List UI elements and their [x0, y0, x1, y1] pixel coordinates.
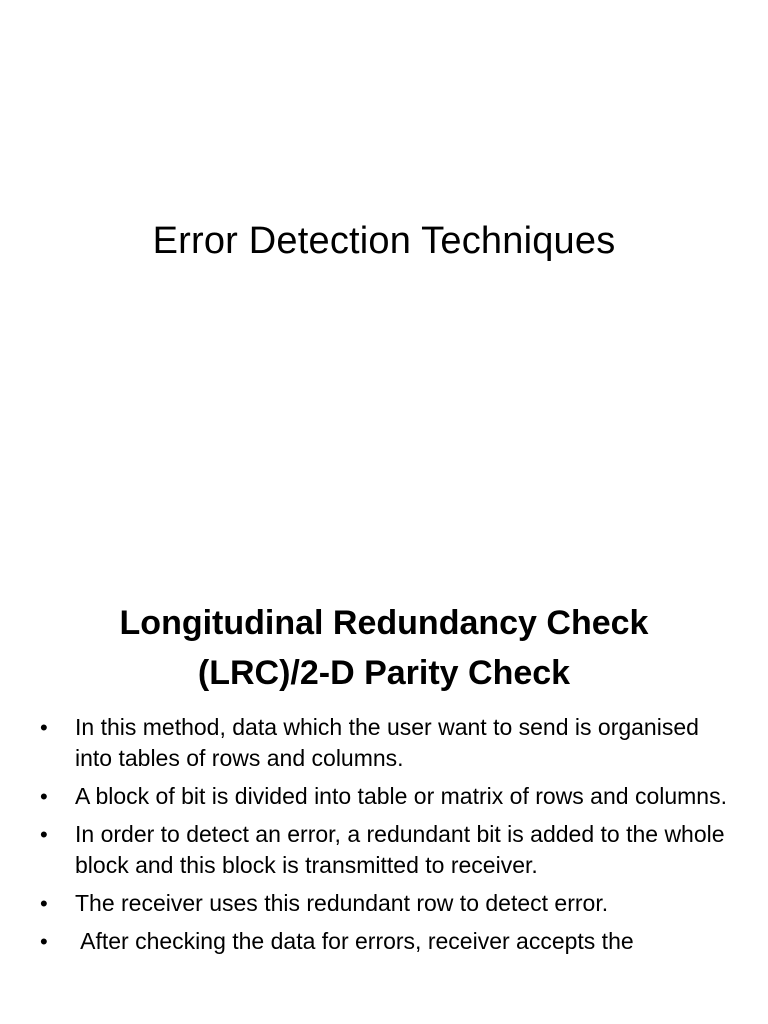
section-heading	[0, 598, 768, 698]
bullet-text: The receiver uses this redundant row to detect error.	[75, 890, 609, 916]
bullet-text: In order to detect an error, a redundant bit is added to the whole block and this block is transmitted to receiver.	[75, 821, 725, 878]
bullet-icon: •	[40, 784, 48, 809]
list-item	[40, 712, 740, 774]
section-heading-line-2: (LRC)/2-D Parity Check	[197, 654, 571, 692]
bullet-list	[40, 712, 740, 964]
section-heading-line-1: Longitudinal Redundancy Check	[119, 604, 649, 642]
bullet-icon: •	[40, 929, 48, 954]
slide-title: Error Detection Techniques	[152, 220, 616, 262]
bullet-icon: •	[40, 715, 48, 740]
list-item	[40, 888, 740, 919]
bullet-text: After checking the data for errors, receiver accepts the	[75, 928, 634, 954]
bullet-text: In this method, data which the user want to send is organised into tables of rows and columns.	[75, 714, 699, 771]
bullet-text: A block of bit is divided into table or matrix of rows and columns.	[75, 783, 727, 809]
list-item	[40, 926, 740, 957]
list-item	[40, 819, 740, 881]
bullet-icon: •	[40, 891, 48, 916]
bullet-icon: •	[40, 822, 48, 847]
list-item	[40, 781, 740, 812]
